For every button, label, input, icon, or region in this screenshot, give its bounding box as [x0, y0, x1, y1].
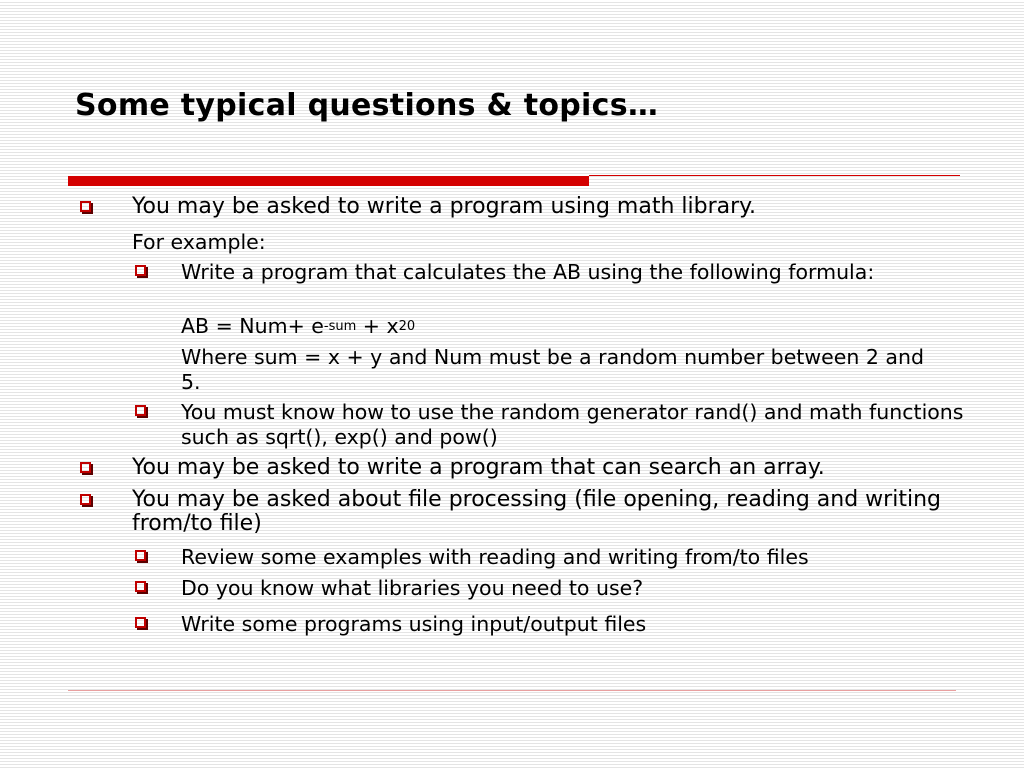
- formula-power: 20: [398, 319, 416, 334]
- list-item-text: Do you know what libraries you need to use?: [181, 576, 644, 600]
- formula-middle: + x: [356, 314, 399, 338]
- list-item: [132, 488, 982, 536]
- title-underline-bar: [68, 176, 589, 186]
- list-item-text: Where sum = x + y and Num must be a random number between 2 and 5.: [181, 345, 924, 394]
- list-item: [132, 195, 1012, 219]
- square-bullet-icon: [135, 265, 146, 276]
- list-item: [181, 612, 1001, 637]
- square-bullet-icon: [135, 550, 146, 561]
- list-item-text: You may be asked to write a program that can search an array.: [132, 455, 825, 480]
- formula-prefix: AB = Num+ e: [181, 314, 324, 338]
- list-item-text: You may be asked to write a program using math library.: [132, 194, 757, 219]
- formula-exponent: -sum: [323, 319, 357, 334]
- list-item: [181, 576, 1001, 601]
- list-item-text: Write some programs using input/output files: [181, 612, 647, 636]
- slide-title: Some typical questions & topics…: [75, 88, 659, 123]
- title-underline-thin: [589, 175, 960, 176]
- square-bullet-icon: [135, 617, 146, 628]
- square-bullet-icon: [135, 405, 146, 416]
- list-note: For example:: [132, 230, 266, 254]
- square-bullet-icon: [80, 494, 91, 505]
- list-note: [181, 345, 941, 394]
- list-item: [181, 400, 981, 449]
- list-item-text: You may be asked about file processing (file opening, reading and writing from/to file): [132, 487, 941, 536]
- formula: [181, 314, 415, 339]
- list-item-text: You must know how to use the random generator rand() and math functions such as sqrt(), exp() and pow(): [181, 400, 964, 449]
- square-bullet-icon: [135, 581, 146, 592]
- list-item: [132, 456, 1012, 480]
- list-item: [181, 545, 1001, 570]
- footer-divider: [68, 690, 956, 691]
- square-bullet-icon: [80, 201, 91, 212]
- list-item: [181, 260, 961, 285]
- square-bullet-icon: [80, 462, 91, 473]
- list-item-text: Review some examples with reading and writing from/to files: [181, 545, 809, 569]
- list-item-text: Write a program that calculates the AB using the following formula:: [181, 260, 875, 284]
